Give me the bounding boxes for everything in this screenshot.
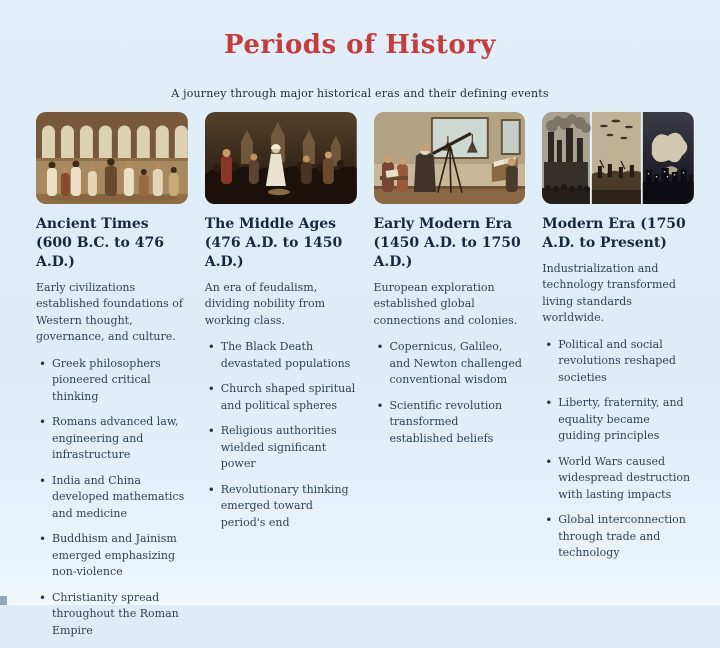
bullet-item: • Religious authorities wielded significant power <box>221 423 357 473</box>
era-bullets-modern <box>542 337 694 562</box>
bullet-item: • Christianity spread throughout the Roman Empire <box>52 590 188 640</box>
bullet-item: • Church shaped spiritual and political spheres <box>221 381 357 414</box>
bullet-item: • Greek philosophers pioneered critical thinking <box>52 356 188 406</box>
era-column-middle-ages <box>205 112 357 648</box>
bullet-item: • India and China developed mathematics and medicine <box>52 473 188 523</box>
bullet-item: • Copernicus, Galileo, and Newton challenged conventional wisdom <box>390 339 526 389</box>
era-description-modern: Industrialization and technology transformed living standards worldwide. <box>542 261 676 325</box>
ancient-forum-illustration <box>36 112 188 204</box>
era-bullets-early-modern <box>374 339 526 447</box>
bullet-item: • Liberty, fraternity, and equality became guiding principles <box>558 395 694 445</box>
bullet-item: • Scientific revolution transformed established beliefs <box>390 398 526 448</box>
era-bullets-middle-ages <box>205 339 357 531</box>
bullet-item: • Global interconnection through trade and technology <box>558 512 694 562</box>
bullet-item: • World Wars caused widespread destruction with lasting impacts <box>558 454 694 504</box>
era-column-early-modern <box>374 112 526 648</box>
bullet-item: • The Black Death devastated populations <box>221 339 357 372</box>
era-heading-ancient-times: Ancient Times (600 B.C. to 476 A.D.) <box>36 216 164 270</box>
era-column-modern <box>542 112 694 648</box>
era-description-middle-ages: An era of feudalism, dividing nobility from working class. <box>204 280 326 327</box>
era-description-early-modern: European exploration established global connections and colonies. <box>373 280 518 327</box>
bullet-item: • Political and social revolutions reshaped societies <box>558 337 694 387</box>
bullet-item: • Romans advanced law, engineering and infrastructure <box>52 414 188 464</box>
astronomer-telescope-painting <box>374 112 526 204</box>
modern-era-illustration <box>542 112 694 204</box>
modern-era-triptych-industry-war-globalization <box>542 112 694 204</box>
era-heading-early-modern: Early Modern Era (1450 A.D. to 1750 A.D.) <box>373 216 521 270</box>
bottom-left-artifact <box>0 596 7 605</box>
bullet-item: • Revolutionary thinking emerged toward period's end <box>221 482 357 532</box>
medieval-hall-illustration <box>205 112 357 204</box>
era-grid <box>0 100 720 648</box>
astronomer-illustration <box>374 112 526 204</box>
ancient-forum-painting <box>36 112 188 204</box>
era-column-ancient-times <box>36 112 188 648</box>
era-description-ancient-times: Early civilizations established foundations of Western thought, governance, and culture. <box>36 280 183 344</box>
era-bullets-ancient-times <box>36 356 188 640</box>
medieval-hall-scene-painting <box>205 112 357 204</box>
era-heading-middle-ages: The Middle Ages (476 A.D. to 1450 A.D.) <box>204 216 343 270</box>
page-subtitle: A journey through major historical eras and their defining events <box>171 87 549 100</box>
page-title: Periods of History <box>224 30 496 60</box>
bullet-item: • Buddhism and Jainism emerged emphasizing non-violence <box>52 531 188 581</box>
era-heading-modern: Modern Era (1750 A.D. to Present) <box>542 216 686 251</box>
